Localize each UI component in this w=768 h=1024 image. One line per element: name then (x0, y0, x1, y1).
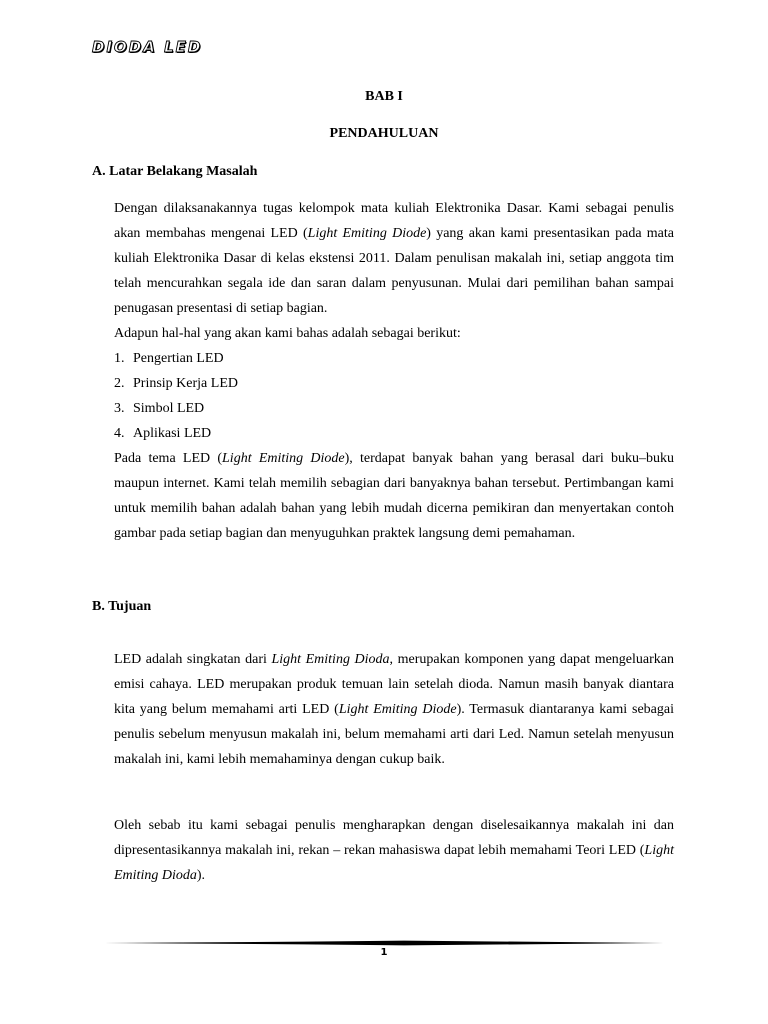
list-item-number: 2. (114, 376, 125, 391)
italic-term: Light Emiting Diode (222, 451, 345, 466)
paragraph-text: ) yang akan kami presentasikan pada mata kuliah Elektronika Dasar di kelas ekstensi 2011. Dalam penulisan makalah ini, setiap anggota tim telah mencurahkan segala ide dan saran dalam penyusunan. Mulai dari pemilihan bahan sampai penugasan presentasi di setiap bagian. (114, 226, 675, 316)
list-item-text: Aplikasi LED (133, 426, 212, 441)
list-intro: Adapun hal-hal yang akan kami bahas adalah sebagai berikut: (114, 326, 461, 341)
list-item (114, 346, 238, 371)
paragraph-text: ), terdapat banyak bahan yang berasal dari buku–buku maupun internet. Kami telah memilih sebagian dari banyaknya bahan tersebut. Pertimbangan kami untuk memilih bahan adalah bahan yang lebih mudah dicerna pemikiran dan menyertakan contoh gambar pada setiap bagian dan menyuguhkan praktek langsung demi pemahaman. (114, 451, 674, 541)
section-b-paragraph-2 (114, 813, 674, 888)
list-item-text: Pengertian LED (133, 351, 224, 366)
section-b-paragraph-1 (114, 647, 674, 772)
paragraph-text: ). Termasuk diantaranya kami sebagai penulis sebelum menyusun makalah ini, belum memahami arti dari Led. Namun setelah menyusun makalah ini, kami lebih memahaminya dengan cukup baik. (114, 702, 674, 767)
section-a-paragraph-2 (114, 446, 674, 546)
document-header-title: DIODA LED (92, 38, 203, 56)
list-item-number: 1. (114, 351, 125, 366)
paragraph-text: LED adalah singkatan dari (114, 652, 272, 667)
list-item-number: 3. (114, 401, 125, 416)
list-item (114, 421, 238, 446)
page-number: 1 (380, 947, 388, 958)
footer-rule (104, 939, 664, 947)
chapter-number: BAB I (365, 89, 403, 104)
paragraph-text: Pada tema LED ( (114, 451, 223, 466)
paragraph-text: ). (196, 868, 206, 883)
list-item (114, 396, 238, 421)
paragraph-text: Oleh sebab itu kami sebagai penulis mengharapkan dengan diselesaikannya makalah ini dan dipresentasikannya makalah ini, rekan – rekan mahasiswa dapat lebih memahami Teori LED ( (114, 818, 674, 858)
list-item-number: 4. (114, 426, 125, 441)
italic-term: Light Emiting Diode (338, 702, 457, 717)
italic-term: Light Emiting Dioda (114, 843, 674, 883)
list-item-text: Simbol LED (133, 401, 205, 416)
paragraph-text: Dengan dilaksanakannya tugas kelompok mata kuliah Elektronika Dasar. Kami sebagai penulis akan membahas mengenai LED ( (114, 201, 674, 241)
chapter-title: PENDAHULUAN (329, 126, 439, 141)
italic-term: Light Emiting Diode (307, 226, 427, 241)
section-a-paragraph-1 (114, 196, 674, 321)
list-item-text: Prinsip Kerja LED (133, 376, 238, 391)
section-b-heading: B. Tujuan (92, 599, 152, 614)
list-item (114, 371, 238, 396)
topic-list (114, 346, 238, 446)
paragraph-text: , merupakan komponen yang dapat mengeluarkan emisi cahaya. LED merupakan produk temuan lain setelah dioda. Namun masih banyak diantara kita yang belum memahami arti LED ( (114, 652, 675, 717)
section-a-heading: A. Latar Belakang Masalah (92, 164, 258, 179)
italic-term: Light Emiting Dioda (271, 652, 390, 667)
